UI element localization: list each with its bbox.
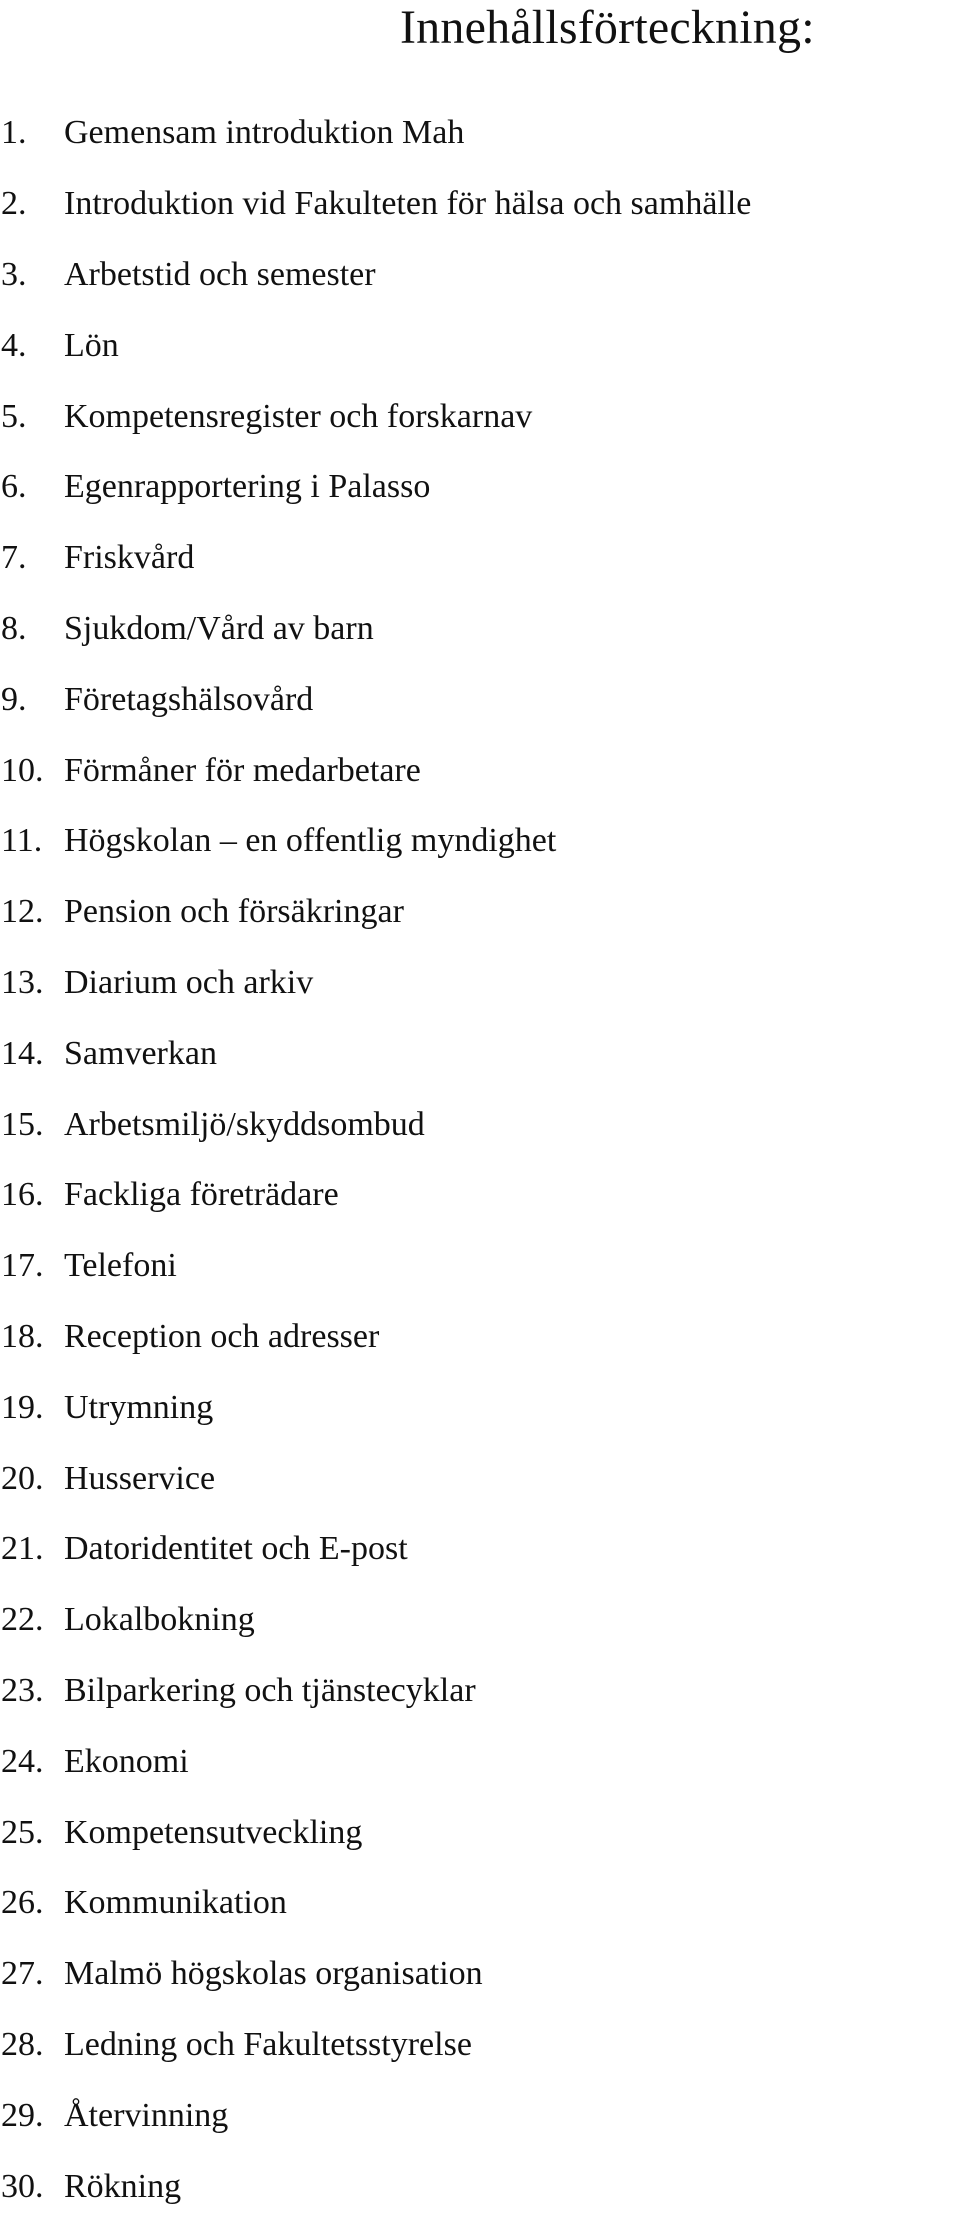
toc-item bbox=[0, 1656, 751, 1727]
toc-item bbox=[0, 310, 751, 381]
toc-item-number: 23. bbox=[1, 1671, 44, 1709]
toc-item bbox=[0, 1585, 751, 1656]
toc-item bbox=[0, 1302, 751, 1373]
toc-item-label: Bilparkering och tjänstecyklar bbox=[64, 1671, 476, 1709]
toc-item-label: Förmåner för medarbetare bbox=[64, 751, 421, 789]
toc-item bbox=[0, 948, 751, 1019]
toc-item bbox=[0, 1939, 751, 2010]
toc-item bbox=[0, 1372, 751, 1443]
toc-item-label: Företagshälsovård bbox=[64, 680, 314, 718]
toc-item-number: 16. bbox=[1, 1176, 44, 1214]
toc-item-number: 28. bbox=[1, 2025, 44, 2063]
toc-item-number: 17. bbox=[1, 1247, 44, 1285]
toc-item-label: Telefoni bbox=[64, 1247, 177, 1285]
toc-item-label: Egenrapportering i Palasso bbox=[64, 468, 431, 506]
toc-item-label: Datoridentitet och E-post bbox=[64, 1530, 408, 1568]
toc-item-number: 12. bbox=[1, 893, 44, 931]
toc-item bbox=[0, 1231, 751, 1302]
toc-item-label: Husservice bbox=[64, 1459, 216, 1497]
toc-item bbox=[0, 2151, 751, 2222]
toc-item bbox=[0, 1868, 751, 1939]
toc-item-number: 13. bbox=[1, 963, 44, 1001]
toc-item-number: 26. bbox=[1, 1884, 44, 1922]
toc-item-label: Kompetensutveckling bbox=[64, 1813, 363, 1851]
toc-item bbox=[0, 98, 751, 169]
toc-item bbox=[0, 1160, 751, 1231]
toc-item bbox=[0, 735, 751, 806]
toc-item-number: 25. bbox=[1, 1813, 44, 1851]
toc-item-number: 27. bbox=[1, 1955, 44, 1993]
toc-item-number: 10. bbox=[1, 751, 44, 789]
toc-item-label: Gemensam introduktion Mah bbox=[64, 114, 465, 152]
toc-item-number: 9. bbox=[1, 680, 27, 718]
toc-item-number: 8. bbox=[1, 609, 27, 647]
toc-item-number: 29. bbox=[1, 2096, 44, 2134]
toc-item-label: Rökning bbox=[64, 2167, 182, 2205]
toc-item-label: Diarium och arkiv bbox=[64, 963, 314, 1001]
toc-item-label: Samverkan bbox=[64, 1034, 217, 1072]
toc-item-label: Malmö högskolas organisation bbox=[64, 1955, 483, 1993]
toc-item-label: Återvinning bbox=[64, 2096, 229, 2134]
toc-item-number: 24. bbox=[1, 1742, 44, 1780]
toc-item-number: 15. bbox=[1, 1105, 44, 1143]
toc-item bbox=[0, 1443, 751, 1514]
toc-item bbox=[0, 2010, 751, 2081]
toc-item bbox=[0, 240, 751, 311]
toc-item-label: Ekonomi bbox=[64, 1742, 189, 1780]
toc-item-number: 3. bbox=[1, 255, 27, 293]
toc-item-label: Lön bbox=[64, 326, 119, 364]
toc-item-label: Ledning och Fakultetsstyrelse bbox=[64, 2025, 472, 2063]
toc-item-label: Sjukdom/Vård av barn bbox=[64, 609, 374, 647]
toc-item bbox=[0, 594, 751, 665]
toc-item bbox=[0, 664, 751, 735]
toc-list bbox=[0, 98, 751, 2222]
toc-item bbox=[0, 1089, 751, 1160]
toc-item-number: 20. bbox=[1, 1459, 44, 1497]
toc-item-label: Lokalbokning bbox=[64, 1601, 255, 1639]
page-title: Innehållsförteckning: bbox=[400, 1, 815, 54]
toc-item-label: Utrymning bbox=[64, 1388, 214, 1426]
toc-item-label: Kompetensregister och forskarnav bbox=[64, 397, 533, 435]
toc-item-label: Friskvård bbox=[64, 539, 195, 577]
toc-item-number: 6. bbox=[1, 468, 27, 506]
toc-item bbox=[0, 1018, 751, 1089]
toc-item-label: Fackliga företrädare bbox=[64, 1176, 339, 1214]
toc-item bbox=[0, 877, 751, 948]
toc-item-number: 1. bbox=[1, 114, 27, 152]
toc-item-number: 18. bbox=[1, 1317, 44, 1355]
toc-item bbox=[0, 1797, 751, 1868]
toc-item-number: 11. bbox=[1, 822, 43, 860]
toc-item bbox=[0, 169, 751, 240]
toc-item-number: 22. bbox=[1, 1601, 44, 1639]
toc-item-label: Kommunikation bbox=[64, 1884, 287, 1922]
toc-item bbox=[0, 381, 751, 452]
toc-item bbox=[0, 2080, 751, 2151]
toc-item-label: Högskolan – en offentlig myndighet bbox=[64, 822, 557, 860]
toc-item-label: Introduktion vid Fakulteten för hälsa och samhälle bbox=[64, 185, 752, 223]
toc-item-label: Reception och adresser bbox=[64, 1317, 380, 1355]
toc-item-number: 30. bbox=[1, 2167, 44, 2205]
toc-item-number: 2. bbox=[1, 185, 27, 223]
toc-item-number: 14. bbox=[1, 1034, 44, 1072]
toc-item-number: 5. bbox=[1, 397, 27, 435]
toc-item bbox=[0, 1726, 751, 1797]
toc-item-number: 4. bbox=[1, 326, 27, 364]
toc-item-label: Arbetsmiljö/skyddsombud bbox=[64, 1105, 425, 1143]
toc-item-number: 19. bbox=[1, 1388, 44, 1426]
toc-item bbox=[0, 452, 751, 523]
toc-item-number: 7. bbox=[1, 539, 27, 577]
toc-item-label: Pension och försäkringar bbox=[64, 893, 404, 931]
toc-item-label: Arbetstid och semester bbox=[64, 255, 376, 293]
toc-item-number: 21. bbox=[1, 1530, 44, 1568]
toc-item bbox=[0, 806, 751, 877]
toc-item bbox=[0, 1514, 751, 1585]
toc-item bbox=[0, 523, 751, 594]
